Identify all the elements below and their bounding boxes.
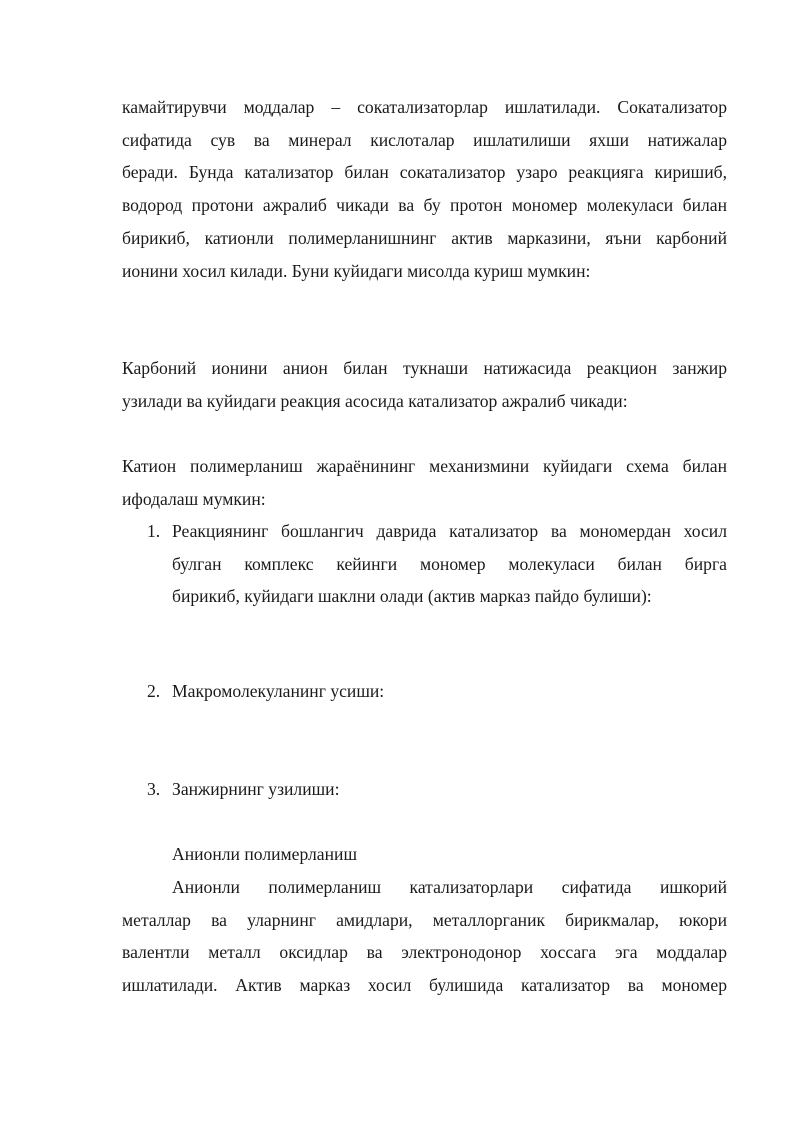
text-line: Занжирнинг узилиши: [172,779,340,799]
text-line: бирикиб, куйидаги шаклни олади (актив марказ пайдо булиши): [172,586,652,607]
text-line: ионини хосил килади. Буни куйидаги мисолда куриш мумкин: [122,260,591,281]
text-line: булган комплекс кейинги мономер молекуласи билан бирга [172,553,727,574]
list-number: 3. [147,779,161,799]
text-line: беради. Бунда катализатор билан сокатализатор узаро реакцияга киришиб, [122,162,727,183]
section-heading [172,838,727,871]
text-line: ифодалаш мумкин: [122,488,266,509]
text-line: Карбоний ионини анион билан тукнаши натижасида реакцион занжир [122,358,727,378]
text-line: узилади ва куйидаги реакция асосида катализатор ажралиб чикади: [122,390,628,411]
text-line: валентли металл оксидлар ва электронодонор хоссага эга моддалар [122,942,727,963]
text-line: Анионли полимерланиш катализаторлари сифатида ишкорий [172,877,727,897]
paragraph-mechanism-intro [122,450,727,515]
list-item-text [172,515,727,613]
text-line: Реакциянинг бошлангич даврида катализатор ва мономердан хосил [172,521,727,541]
list-number: 2. [147,681,161,701]
paragraph-chain-termination [122,352,727,417]
text-line: бирикиб, катионли полимерланишнинг актив марказини, яъни карбоний [122,227,727,248]
text-line: ишлатилади. Актив марказ хосил булишида катализатор ва мономер [122,975,727,996]
list-number: 1. [147,521,161,541]
list-item-text [172,675,727,708]
text-line: металлар ва уларнинг амидлари, металлорганик бирикмалар, юкори [122,909,727,930]
text-line: водород протони ажралиб чикади ва бу протон мономер молекуласи билан [122,195,727,216]
text-line: Макромолекуланинг усиши: [172,681,385,701]
heading-text: Анионли полимерланиш [172,844,357,864]
text-line: сифатида сув ва минерал кислоталар ишлатилиши яхши натижалар [122,129,727,150]
paragraph-anionic-catalysts [122,871,727,1002]
list-item-text [172,773,727,806]
paragraph-cocatalyst [122,91,727,287]
text-line: Катион полимерланиш жараёнининг механизмини куйидаги схема билан [122,456,727,476]
text-line: камайтирувчи моддалар – сокатализаторлар ишлатилади. Сокатализатор [122,97,727,117]
